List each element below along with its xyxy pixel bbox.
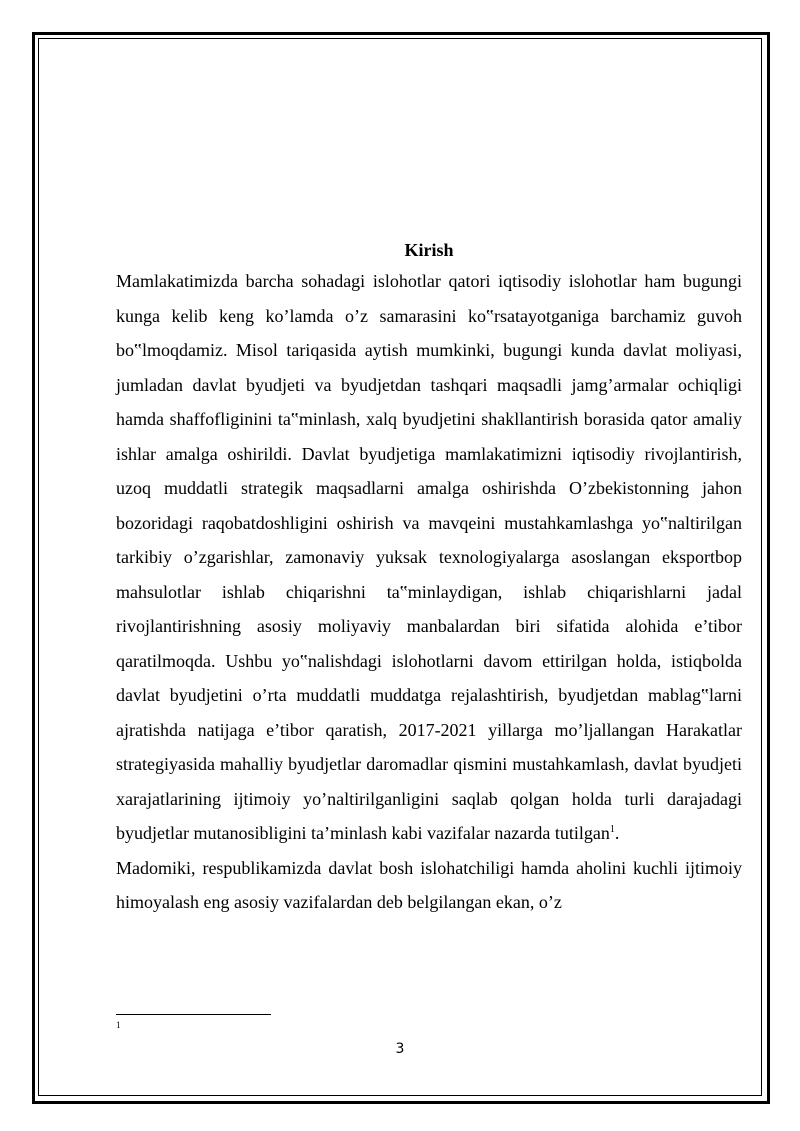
paragraph-1-end: .	[614, 823, 620, 843]
section-heading: Kirish	[404, 240, 454, 260]
paragraph-2: Madomiki, respublikamizda davlat bosh islohatchiligi hamda aholini kuchli ijtimoiy himoyalash eng asosiy vazifalardan deb belgilangan ekan, o’z	[116, 857, 742, 912]
page-number: 3	[395, 1041, 405, 1057]
paragraph-1-text: Mamlakatimizda barcha sohadagi islohotlar qatori iqtisodiy islohotlar ham bugungi kunga kelib keng ko’lamda o’z samarasini ko‟rsatayotganiga barchamiz guvoh bo‟lmoqdamiz. Misol tariqasida aytish mumkinki, bugungi kunda davlat moliyasi, jumladan davlat byudjeti va byudjetdan tashqari maqsadli jamg’armalar ochiqligi hamda shaffofliginini ta‟minlash, xalq byudjetini shakllantirish borasida qator amaliy ishlar amalga oshirildi. Davlat byudjetiga mamlakatimizni iqtisodiy rivojlantirish, uzoq muddatli strategik maqsadlarni amalga oshirishda O’zbekistonning jahon bozoridagi raqobatdoshligini oshirish va mavqeini mustahkamlashga yo‟naltirilgan tarkibiy o’zgarishlar, zamonaviy yuksak texnologiyalarga asoslangan eksportbop mahsulotlar ishlab chiqarishni ta‟minlaydigan, ishlab chiqarishlarni jadal rivojlantirishning asosiy moliyaviy manbalardan biri sifatida alohida e’tibor qaratilmoqda. Ushbu yo‟nalishdagi islohotlarni davom ettirilgan holda, istiqbolda davlat byudjetini o’rta muddatli muddatga rejalashtirish, byudjetdan mablag‟larni ajratishda natijaga e’tibor qaratish, 2017-2021 yillarga mo’ljallangan Harakatlar strategiyasida mahalliy byudjetlar daromadlar qismini mustahkamlash, davlat byudjeti xarajatlarining ijtimoiy yo’naltirilganligini saqlab qolgan holda turli darajadagi byudjetlar mutanosibligini ta’minlash kabi vazifalar nazarda tutilgan	[116, 271, 742, 843]
footnote-separator	[116, 1014, 271, 1015]
page-content	[116, 238, 742, 920]
footnote-mark: 1	[116, 1020, 121, 1030]
footnote-reference[interactable]: 1	[609, 824, 615, 835]
paragraph-1	[116, 264, 742, 851]
